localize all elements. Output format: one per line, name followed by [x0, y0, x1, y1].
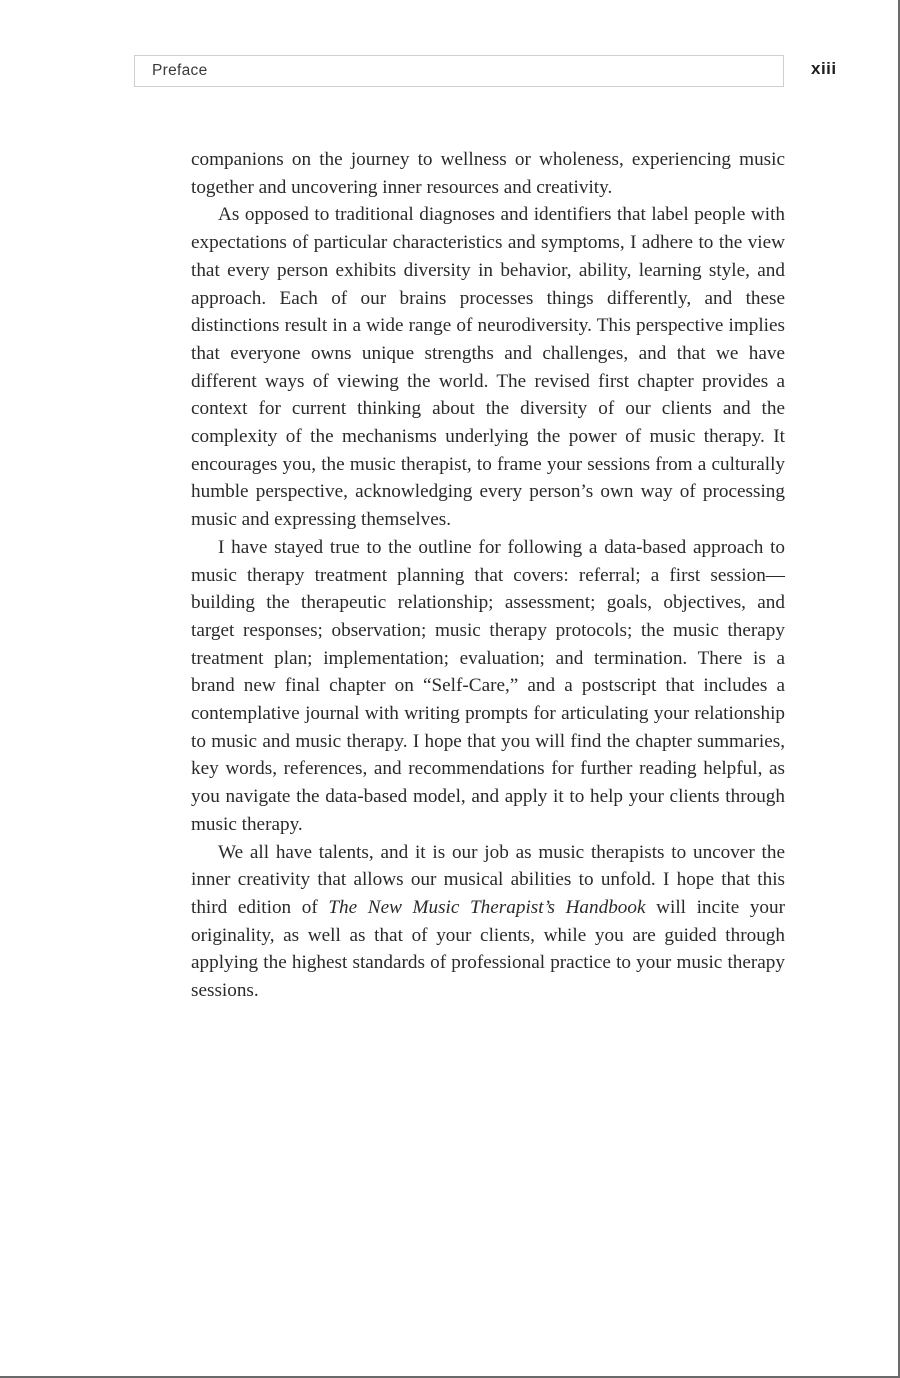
body-text: [191, 146, 785, 1005]
section-title: Preface: [152, 62, 208, 79]
running-header: [134, 55, 784, 87]
paragraph-continued: companions on the journey to wellness or wholeness, experiencing music together and uncovering inner resources and creativity.: [191, 149, 785, 198]
book-title: The New Music Therapist’s Handbook: [328, 896, 646, 918]
closing-text-start: We all have talents, and it is our job as music therapists to uncover the inner creativity that allows our musical abilities to unfold. I hope that this third edition of: [191, 841, 785, 918]
paragraph-closing: [191, 839, 785, 1005]
paragraph-outline: I have stayed true to the outline for following a data-based approach to music therapy treatment planning that covers: referral; a first session—building the therapeutic relationship; assessment; goals, objectives, and target responses; observation; music therapy protocols; the music therapy treatment plan; implementation; evaluation; and termination. There is a brand new final chapter on “Self-Care,” and a postscript that includes a contemplative journal with writing prompts for articulating your relationship to music and music therapy. I hope that you will find the chapter summaries, key words, references, and recommendations for further reading helpful, as you navigate the data-based model, and apply it to help your clients through music therapy.: [191, 536, 785, 835]
page-number: xiii: [811, 59, 837, 78]
closing-text-end: will incite your originality, as well as that of your clients, while you are guided through applying the highest standards of professional practice to your music therapy sessions.: [191, 896, 786, 1002]
paragraph-neurodiversity: As opposed to traditional diagnoses and identifiers that label people with expectations of particular characteristics and symptoms, I adhere to the view that every person exhibits diversity in behavior, ability, learning style, and approach. Each of our brains processes things differently, and these distinctions result in a wide range of neurodiversity. This perspective implies that everyone owns unique strengths and challenges, and that we have different ways of viewing the world. The revised first chapter provides a context for current thinking about the diversity of our clients and the complexity of the mechanisms underlying the power of music therapy. It encourages you, the music therapist, to frame your sessions from a culturally humble perspective, acknowledging every person’s own way of processing music and expressing themselves.: [191, 204, 785, 531]
